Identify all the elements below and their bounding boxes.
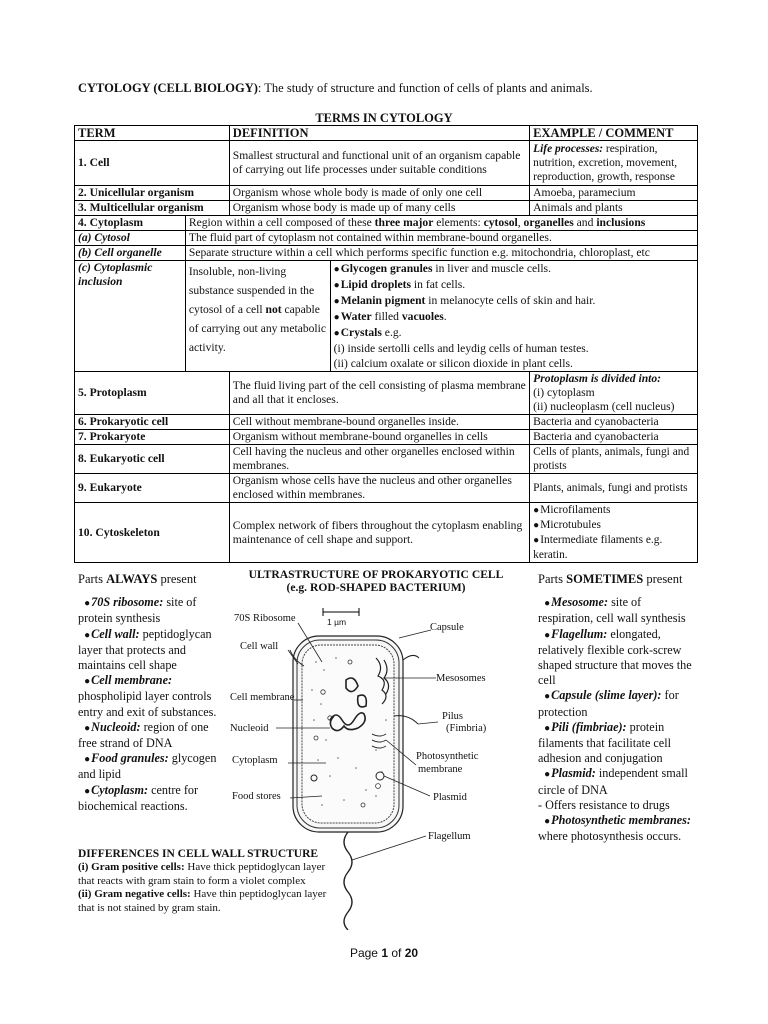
sometimes-present-heading (538, 572, 698, 587)
always-item-text: glycogen and lipid (78, 751, 217, 782)
def-cytoplasm (185, 216, 697, 231)
gram-positive-text: Have thick peptidoglycan layer that reacts with gram stain to form a violet complex (78, 861, 326, 887)
sometimes-item-text: site of respiration, cell wall synthesis (538, 595, 686, 626)
inclusion-water-text: filled (371, 310, 402, 323)
always-head-c: present (157, 572, 197, 586)
inclusion-item (334, 309, 694, 325)
gram-positive-label: (i) Gram positive cells: (78, 861, 185, 874)
example-cytoskeleton (530, 503, 698, 563)
protoplasm-part: (ii) nucleoplasm (cell nucleus) (533, 400, 675, 413)
always-item (78, 595, 220, 626)
sometimes-item (538, 595, 698, 626)
def-inclusion-b: not (265, 303, 282, 316)
label-photosynthetic: Photosynthetic (416, 751, 479, 762)
def-cytoplasm-f: organelles (523, 216, 574, 229)
label-pilus: Pilus (442, 711, 464, 722)
term-prokaryotic-cell: 6. Prokaryotic cell (75, 415, 230, 430)
intro-line (78, 81, 593, 96)
header-example: EXAMPLE / COMMENT (530, 126, 698, 141)
label-ribosome: 70S Ribosome (234, 613, 296, 624)
always-head-a: Parts (78, 572, 107, 586)
label-cell-wall: Cell wall (240, 641, 279, 652)
protoplasm-part: (i) cytoplasm (533, 386, 595, 399)
table-row (75, 503, 698, 563)
label-capsule: Capsule (430, 622, 464, 633)
always-item-text: peptidoglycan layer that protects and maintains cell shape (78, 626, 212, 673)
def-cytoplasm-e: , (517, 216, 524, 229)
inclusion-crystals-text: e.g. (381, 326, 402, 339)
label-nucleoid: Nucleoid (230, 723, 269, 734)
sometimes-item-text: for protection (538, 688, 679, 719)
inclusion-water: Water (340, 310, 372, 323)
sometimes-item-label: Mesosome: (551, 595, 609, 610)
example-inclusion (330, 261, 697, 372)
inclusion-sub-item: (ii) calcium oxalate or silicon dioxide in plant cells. (333, 357, 573, 370)
table-row (75, 216, 698, 231)
intro-title: CYTOLOGY (CELL BIOLOGY) (78, 81, 258, 95)
always-item (78, 673, 220, 720)
table-row (75, 201, 698, 216)
always-item (78, 751, 220, 782)
example-eukaryote: Plants, animals, fungi and protists (530, 474, 698, 503)
gram-negative-text: Have thin peptidoglycan layer that is not stained by gram stain. (78, 888, 327, 914)
def-protoplasm: The fluid living part of the cell consisting of plasma membrane and all that it encloses. (229, 372, 529, 415)
sometimes-item (538, 813, 698, 844)
sometimes-extra: - Offers resistance to drugs (538, 797, 670, 812)
table-row (75, 474, 698, 503)
def-prokaryotic-cell: Cell without membrane-bound organelles inside. (229, 415, 529, 430)
table-row (75, 141, 698, 186)
label-mesosomes: Mesosomes (436, 673, 486, 684)
term-eukaryotic-cell: 8. Eukaryotic cell (75, 445, 230, 474)
always-item-label: Food granules: (91, 751, 169, 766)
cytoskeleton-item: ● Microfilaments (533, 503, 694, 518)
inclusion-lipid-text: in fat cells. (411, 278, 466, 291)
table-row (75, 445, 698, 474)
sometimes-present-column (538, 572, 698, 844)
sometimes-item-label: Flagellum: (551, 626, 608, 641)
term-cell: 1. Cell (75, 141, 230, 186)
term-unicellular: 2. Unicellular organism (75, 186, 230, 201)
page-word: Page (349, 946, 382, 960)
table-row (75, 372, 698, 415)
def-cytoplasm-c: elements: (433, 216, 484, 229)
always-item (78, 720, 220, 751)
term-inclusion: (c) Cytoplasmic inclusion (75, 261, 186, 372)
def-unicellular: Organism whose whole body is made of only one cell (229, 186, 529, 201)
table-header-row (75, 126, 698, 141)
def-cytoskeleton: Complex network of fibers throughout the cytoplasm enabling maintenance of cell shape and support. (229, 503, 529, 563)
def-inclusion (185, 261, 330, 372)
diagram-title (196, 568, 556, 594)
sometimes-head-b: SOMETIMES (566, 572, 644, 586)
example-prokaryote: Bacteria and cyanobacteria (530, 430, 698, 445)
inclusion-item (334, 293, 694, 309)
always-item-label: Cell membrane: (91, 673, 173, 688)
life-processes-text: respiration, nutrition, excretion, movement, reproduction, growth, response (533, 143, 678, 183)
always-present-column (78, 572, 220, 814)
header-definition: DEFINITION (229, 126, 529, 141)
inclusion-item (334, 325, 694, 341)
table-row (75, 186, 698, 201)
always-item-text: phospholipid layer controls entry and exit of substances. (78, 689, 217, 719)
always-item-label: Cell wall: (91, 626, 140, 641)
def-prokaryote: Organism without membrane-bound organelles in cells (229, 430, 529, 445)
def-inclusion-c: capable of carrying out any metabolic activity. (188, 303, 327, 354)
gram-negative (78, 888, 340, 915)
term-cytoskeleton: 10. Cytoskeleton (75, 503, 230, 563)
sometimes-item (538, 627, 698, 689)
gram-negative-label: (ii) Gram negative cells: (78, 888, 191, 901)
inclusion-period: . (443, 310, 447, 323)
table-row (75, 261, 698, 372)
sometimes-item (538, 688, 698, 719)
sometimes-item (538, 766, 698, 797)
terms-table (74, 125, 698, 563)
term-cytoplasm: 4. Cytoplasm (75, 216, 186, 231)
inclusion-melanin-text: in melanocyte cells of skin and hair. (425, 294, 596, 307)
example-protoplasm (530, 372, 698, 415)
page-number (0, 946, 768, 960)
gram-positive (78, 861, 340, 888)
inclusion-sub-item: (i) inside sertolli cells and leydig cells of human testes. (333, 342, 589, 355)
example-prokaryotic-cell: Bacteria and cyanobacteria (530, 415, 698, 430)
inclusion-glycogen: Glycogen granules (340, 262, 433, 275)
def-cytoplasm-d: cytosol (483, 216, 518, 229)
label-fimbria: (Fimbria) (446, 723, 487, 734)
always-head-b: ALWAYS (106, 572, 158, 586)
sometimes-item-label: Pili (fimbriae): (551, 719, 627, 734)
term-protoplasm: 5. Protoplasm (75, 372, 230, 415)
label-membrane: membrane (418, 764, 463, 775)
table-row (75, 430, 698, 445)
example-multicellular: Animals and plants (530, 201, 698, 216)
def-organelle: Separate structure within a cell which performs specific function e.g. mitochondria, chloroplast, etc (185, 246, 697, 261)
sometimes-head-c: present (643, 572, 683, 586)
inclusion-glycogen-text: in liver and muscle cells. (432, 262, 551, 275)
label-flagellum: Flagellum (428, 831, 471, 842)
inclusion-item (334, 261, 694, 277)
label-cytoplasm: Cytoplasm (232, 755, 278, 766)
sometimes-item-label: Photosynthetic membranes: (551, 813, 691, 828)
example-unicellular: Amoeba, paramecium (530, 186, 698, 201)
sometimes-item-label: Capsule (slime layer): (551, 688, 662, 703)
def-cytoplasm-h: inclusions (596, 216, 646, 229)
inclusion-item (334, 277, 694, 293)
cytoskeleton-item: ● Intermediate filaments e.g. keratin. (533, 533, 694, 562)
header-term: TERM (75, 126, 230, 141)
term-organelle: (b) Cell organelle (75, 246, 186, 261)
always-item (78, 627, 220, 674)
cell-wall-title: DIFFERENCES IN CELL WALL STRUCTURE (78, 848, 319, 860)
always-item-label: Nucleoid: (91, 719, 141, 734)
table-title: TERMS IN CYTOLOGY (315, 111, 453, 125)
sometimes-head-a: Parts (538, 572, 567, 586)
def-inclusion-a: Insoluble, non-living substance suspended in the cytosol of a cell (188, 265, 315, 316)
inclusion-lipid: Lipid droplets (340, 278, 412, 291)
inclusion-melanin: Melanin pigment (340, 294, 426, 307)
intro-text: : The study of structure and function of cells of plants and animals. (257, 81, 593, 95)
sometimes-item-text: elongated, relatively flexible cork-screw shaped structure that moves the cell (538, 626, 692, 688)
pilus (403, 655, 419, 660)
sometimes-item-text: where photosynthesis occurs. (538, 829, 682, 844)
example-eukaryotic-cell: Cells of plants, animals, fungi and protists (530, 445, 698, 474)
protoplasm-head: Protoplasm is divided into: (533, 372, 662, 385)
sometimes-item-text: protein filaments that facilitate cell adhesion and conjugation (538, 719, 671, 766)
always-item-text: centre for biochemical reactions. (78, 782, 199, 813)
def-eukaryotic-cell: Cell having the nucleus and other organelles enclosed within membranes. (229, 445, 529, 474)
current-page: 1 (381, 946, 388, 960)
def-cytosol: The fluid part of cytoplasm not contained within membrane-bound organelles. (185, 231, 697, 246)
of-word: of (388, 946, 405, 960)
def-cell: Smallest structural and functional unit of an organism capable of carrying out life processes under suitable conditions (229, 141, 529, 186)
diagram-title-line1: ULTRASTRUCTURE OF PROKARYOTIC CELL (248, 568, 504, 581)
cytoskeleton-item: ● Microtubules (533, 518, 694, 533)
def-multicellular: Organism whose body is made up of many cells (229, 201, 529, 216)
table-row (75, 246, 698, 261)
inclusion-crystals: Crystals (340, 326, 382, 339)
always-item-label: 70S ribosome: (91, 595, 164, 610)
def-eukaryote: Organism whose cells have the nucleus and other organelles enclosed within membranes. (229, 474, 529, 503)
def-cytoplasm-b: three major (374, 216, 434, 229)
label-food-stores: Food stores (232, 791, 281, 802)
term-prokaryote: 7. Prokaryote (75, 430, 230, 445)
term-cytosol: (a) Cytosol (75, 231, 186, 246)
sometimes-item-text: independent small circle of DNA (538, 766, 688, 797)
always-item (78, 783, 220, 814)
diagram-title-line2: (e.g. ROD-SHAPED BACTERIUM) (286, 581, 466, 594)
inclusion-vacuoles: vacuoles (401, 310, 444, 323)
scale-label: 1 µm (327, 617, 347, 627)
term-eukaryote: 9. Eukaryote (75, 474, 230, 503)
flagellum (344, 832, 352, 930)
cell-wall-differences (78, 848, 340, 915)
always-item-label: Cytoplasm: (91, 782, 149, 797)
scale-bar (323, 608, 359, 627)
always-item-text: region of one free strand of DNA (78, 719, 209, 751)
table-row (75, 415, 698, 430)
def-cytoplasm-g: and (573, 216, 597, 229)
always-item-text: site of protein synthesis (78, 595, 197, 626)
sometimes-item (538, 720, 698, 767)
label-cell-membrane: Cell membrane (230, 692, 295, 703)
term-multicellular: 3. Multicellular organism (75, 201, 230, 216)
table-row (75, 231, 698, 246)
life-processes-label: Life processes: (533, 143, 604, 155)
label-plasmid: Plasmid (433, 792, 467, 803)
def-cytoplasm-a: Region within a cell composed of these (188, 216, 375, 229)
example-cell (530, 141, 698, 186)
total-pages: 20 (404, 946, 419, 960)
sometimes-item-label: Plasmid: (551, 766, 596, 781)
